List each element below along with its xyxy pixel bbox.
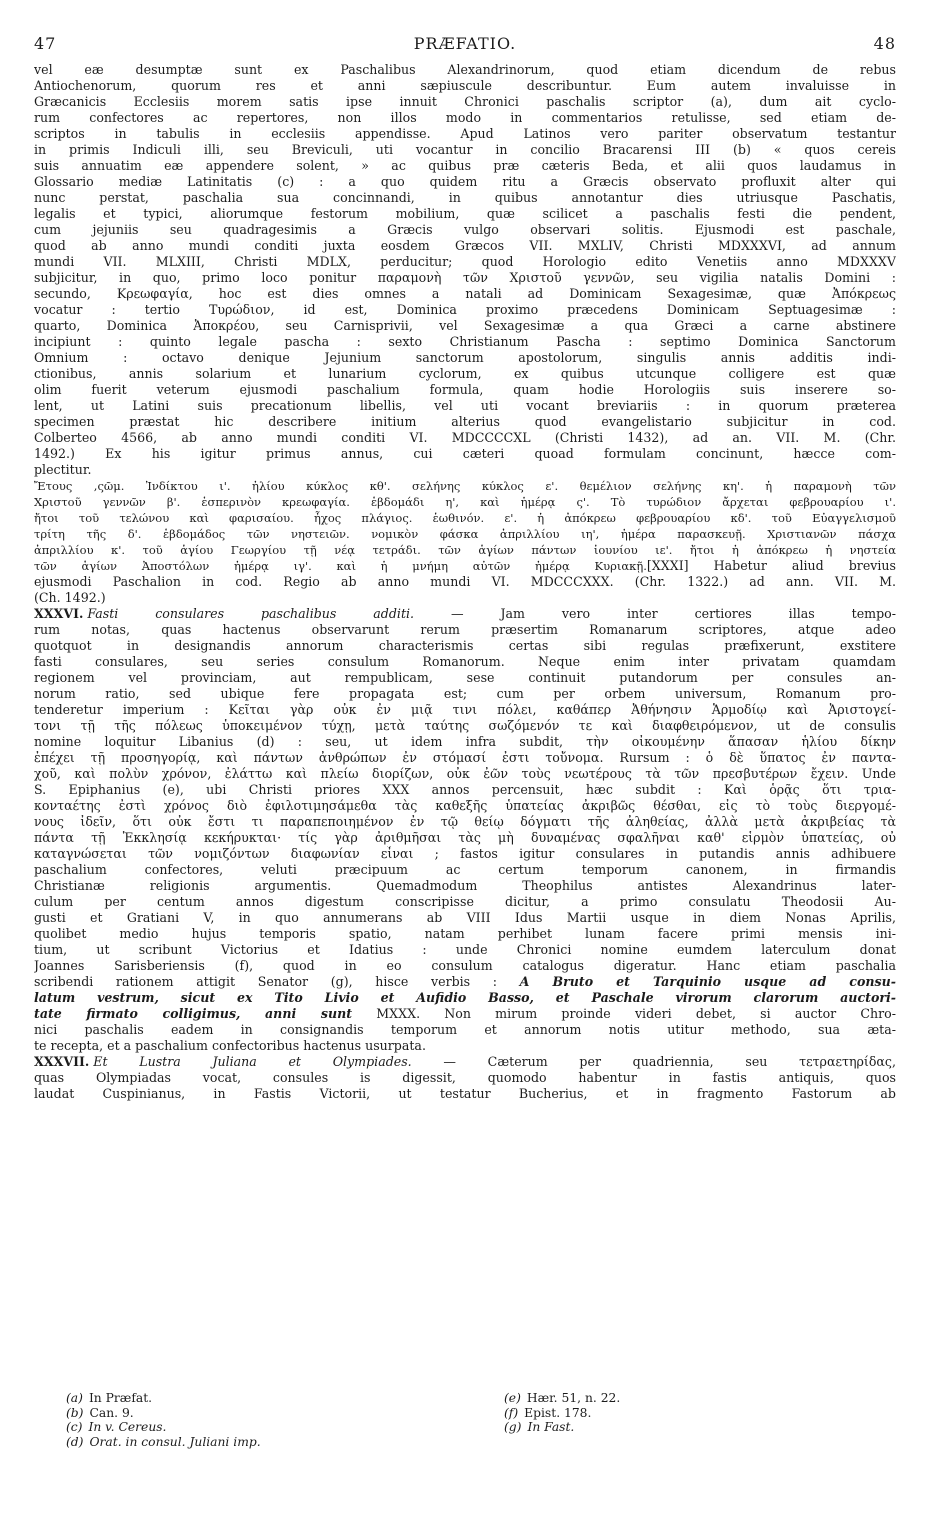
page-number-right: 48 [873,34,896,53]
footnote [66,1391,486,1406]
footnote [66,1406,486,1421]
text-line: vel eæ desumptæ sunt ex Paschalibus Alexandrinorum, quod etiam dicendum de rebus [34,62,896,77]
page [34,34,896,1102]
section-number: XXXVI. [34,606,84,621]
text-line: rum notas, quas hactenus observarunt rerum præsertim Romanarum scriptores, atque adeo [34,622,896,637]
italic-quote: tate firmato colligimus, anni sunt [34,1006,353,1021]
text-line: Græcanicis Ecclesiis morem satis ipse innuit Chronici paschalis scriptor (a), dum ait cyclo- [34,94,896,109]
footnote-mark: (e) [504,1391,521,1405]
text-line: secundo, Κρεωφαγία, hoc est dies omnes a natali ad Dominicam Sexagesimæ, quæ Ἀπόκρεως [34,286,896,301]
text-line: legalis et typici, aliorumque festorum mobilium, quæ scilicet a paschalis festi die pendent, [34,206,896,221]
greek-text-line: τρίτη τῆς δ'. ἑβδομάδος τῶν νηστειῶν. νομικὸν φάσκα ἀπριλλίου ιη', ἡμέρα παρασκευῇ. Χριστιανῶν πάσχα [34,527,896,541]
text-line: Colberteo 4566, ab anno mundi conditi VI. MDCCCCXL (Christi 1432), ad an. VII. M. (Chr. [34,430,896,445]
footnote [66,1435,486,1450]
text-line: laudat Cuspinianus, in Fastis Victorii, ut testatur Bucherius, et in fragmento Fastorum ab [34,1086,896,1101]
footnote [66,1420,486,1435]
text-line: lent, ut Latini suis precationum libellis, vel uti vocant breviariis : in quorum præterea [34,398,896,413]
text-line: ctionibus, annis solarium et lunarium cyclorum, ex quibus utcunque colligere est quæ [34,366,896,381]
text-line: καταγνώσεται τῶν νομιζόντων διαφωνίαν εἶναι ; fastos igitur consulares in putandis annis adhibuere [34,846,896,861]
page-number-left: 47 [34,34,57,53]
text-line: S. Epiphanius (e), ubi Christi priores XXX annos percensuit, hæc subdit : Καὶ ὁρᾷς ὅτι τρια- [34,782,896,797]
text-line: 1492.) Ex his igitur primus annus, cui cæteri quoad formulam concinunt, hæcce com- [34,446,896,461]
text-line: quarto, Dominica Ἀποκρέου, seu Carnisprivii, vel Sexagesimæ a qua Græci a carne abstinere [34,318,896,333]
greek-text-line: ἀπριλλίου κ'. τοῦ ἁγίου Γεωργίου τῇ νέᾳ τετράδι. τῶν ἁγίων πάντων ἰουνίου ιε'. ἤτοι ἡ ἀπόκρεω ἡ νηστεία [34,543,896,557]
footnote-mark: (c) [66,1420,83,1435]
text-line: cum jejuniis seu quadragesimis a Græcis vulgo observari solitis. Ejusmodi est paschale, [34,222,896,237]
text-line: tenderetur imperium : Κεῖται γὰρ οὐκ ἐν μιᾷ τινι πόλει, καθάπερ Ἀθήνησιν Ἁρμοδίῳ καὶ Ἀριστογεί- [34,702,896,717]
section-first-text: — Cæterum per quadriennia, seu τετραετηρίδας, [411,1054,896,1069]
section-heading-line [34,606,896,622]
text-line: nomine loquitur Libanius (d) : seu, ut idem infra subdit, τὴν οἰκουμένην ἅπασαν ἡλίου δίκην [34,734,896,749]
text-line: quolibet medio hujus temporis spatio, natam perhibet lunam facere primi mensis ini- [34,926,896,941]
text-line: nunc perstat, paschalia sua concinnandi, in quibus annotantur dies utriusque Paschatis, [34,190,896,205]
text-line: κονταέτης ἐστὶ χρόνος διὸ ἐφιλοτιμησάμεθα τὰς καθεξῆς ὑπατείας ἀκριβῶς θέσθαι, εἰς τὸ τοὺς διεργομέ- [34,798,896,813]
text-line: (Ch. 1492.) [34,590,106,605]
footnote-mark: (d) [66,1434,84,1449]
section-number: XXXVII. [34,1054,90,1069]
footnote-text: Can. 9. [89,1405,134,1420]
text-line: χοῦ, καὶ πολὺν χρόνον, ἐλάττω καὶ πλείω διορίζων, οὐκ ἐῶν τοὺς νεωτέρους τὰ τῶν πρεσβυτέρων ἔχειν. Unde [34,766,896,781]
text-line: πάντα τῇ Ἐκκλησίᾳ κεκήρυκται· τίς γὰρ ἀριθμῆσαι τὰς μὴ δυναμένας σφαλῆναι καθ' εἱρμὸν ὑπατείας, οὐ [34,830,896,845]
section-first-text: — Jam vero inter certiores illas tempo- [414,606,896,621]
footnote [504,1391,864,1406]
footnote-text: In Fast. [527,1420,575,1435]
greek-text: τῶν ἁγίων Ἀποστόλων ἡμέρᾳ ιγ'. καὶ ἡ μνήμη αὐτῶν ἡμέρᾳ Κυριακῇ. [34,559,647,573]
text-line: Omnium : octavo denique Jejunium sanctorum apostolorum, singulis annis additis indi- [34,350,896,365]
section-title: Fasti consulares paschalibus additi. [87,606,415,621]
section-title: Et Lustra Juliana et Olympiades. [93,1054,412,1069]
running-header [34,34,896,58]
text-line: quas Olympiadas vocat, consules is digessit, quomodo habentur in fastis antiquis, quos [34,1070,896,1085]
footnote-text: Epist. 178. [524,1405,592,1420]
text-line: in primis Indiculi illi, seu Breviculi, uti vocantur in concilio Bracarensi III (b) « quos cereis [34,142,896,157]
text-line [34,974,896,990]
text-fragment: MXXX. Non mirum proinde videri debet, si auctor Chro- [352,1006,896,1021]
greek-text-line: ἤτοι τοῦ τελώνου καὶ φαρισαίου. ἦχος πλάγιος. ἑωθινόν. ε'. ἡ ἀπόκρεω φεβρουαρίου κδ'. τοῦ Εὐαγγελισμοῦ [34,511,896,525]
text-line: specimen præstat hic describere initium alterius quod evangelistario subjicitur in cod. [34,414,896,429]
text-line: regionem vel provinciam, aut rempublicam, sese continuit putandorum per consules an- [34,670,896,685]
text-line: νους ἰδεῖν, ὅτι οὐκ ἔστι τι παραπεποιημένον ἐν τῷ θείῳ δόγματι τῆς ἀληθείας, ἀλλὰ μετὰ ἀκριβείας τὰ [34,814,896,829]
text-line: olim fuerit veterum ejusmodi paschalium formula, quam hodie Horologiis suis inserere so- [34,382,896,397]
text-line: incipiunt : quinto legale pascha : sexto Christianum Pascha : septimo Dominica Sanctorum [34,334,896,349]
text-line: culum per centum annos digestum conscripisse dicitur, a primo consulatu Theodosii Au- [34,894,896,909]
text-line: Joannes Sarisberiensis (f), quod in eo consulum catalogus digeratur. Hanc etiam paschalia [34,958,896,973]
greek-text-line: Ἔτους ,ςῶμ. Ἰνδίκτου ι'. ἡλίου κύκλος κθ'. σελήνης κύκλος ε'. θεμέλιον σελήνης κη'. ἡ παραμονὴ τῶν [34,479,896,493]
text-line: scriptos in tabulis in ecclesiis appendisse. Apud Latinos vero pariter observatum testantur [34,126,896,141]
footnotes-right-column [504,1391,864,1435]
text-fragment: scribendi rationem attigit Senator (g), hisce verbis : [34,974,520,989]
text-line: paschalium confectores, veluti præcipuum ac certum temporum canonem, in firmandis [34,862,896,877]
footnote [504,1406,864,1421]
footnote [504,1420,864,1435]
section-heading-line [34,1054,896,1070]
footnotes-left-column [66,1391,486,1449]
text-line [34,1006,896,1022]
text-line: ejusmodi Paschalion in cod. Regio ab anno mundi VI. MDCCCXXX. (Chr. 1322.) ad ann. VII. M. [34,574,896,589]
text-line: suis annuatim eæ appendere solent, » ac quibus præ cæteris Beda, et alii quos laudamus in [34,158,896,173]
footnote-mark: (f) [504,1405,519,1420]
italic-quote-line: latum vestrum, sicut ex Tito Livio et Aufidio Basso, et Paschale virorum clarorum auctori- [34,990,896,1005]
text-line: plectitur. [34,462,92,477]
text-line: norum ratio, sed ubique fere propagata est; cum per orbem universum, Romanum pro- [34,686,896,701]
running-title: PRÆFATIO. [413,34,517,53]
text-line: mundi VII. MLXIII, Christi MDLX, perducitur; quod Horologio edito Venetiis anno MDXXXV [34,254,896,269]
mixed-text-line [34,558,896,574]
text-line: nici paschalis eadem in consignandis temporum et annorum notis utitur methodo, sua æta- [34,1022,896,1037]
text-line: te recepta, et a paschalium confectoribus hactenus usurpata. [34,1038,426,1053]
text-line: tium, ut scribunt Victorius et Idatius : unde Chronici nomine eumdem laterculum donat [34,942,896,957]
footnote-mark: (g) [504,1420,522,1435]
text-line: Antiochenorum, quorum res et anni sæpiuscule describuntur. Eum autem invaluisse in [34,78,896,93]
text-line: rum confectores ac repertores, non illos modo in commentarios retulisse, sed etiam de- [34,110,896,125]
greek-text-line: Χριστοῦ γεννῶν β'. ἑσπερινὸν κρεωφαγία. ἑβδομάδι η', καὶ ἡμέρᾳ ς'. Τὸ τυρώδιον ἄρχεται φεβρουαρίου ι'. [34,495,896,509]
text-line: gusti et Gratiani V, in quo annumerans ab VIII Idus Martii usque in diem Nonas Aprilis, [34,910,896,925]
text-line: ἐπέχει τῇ προσηγορίᾳ, καὶ πάντων ἀνθρώπων ἐν στόμασί ἐστι τοὔνομα. Rursum : ὁ δὲ ὕπατος ἐν παντα- [34,750,896,765]
footnote-text: Hær. 51, n. 22. [526,1391,621,1405]
text-line: vocatur : tertio Τυρώδιον, id est, Dominica proximo præcedens Dominicam Septuagesimæ : [34,302,896,317]
text-line: quod ab anno mundi conditi juxta eosdem Græcos VII. MXLIV, Christi MDXXXVI, ad annum [34,238,896,253]
footnote-mark: (a) [66,1391,83,1405]
text-line: τονι τῇ τῆς πόλεως ὑποκειμένον τύχῃ, μετὰ ταύτης σωζόμενόν τε καὶ διαφθειρόμενον, ut de consulis [34,718,896,733]
footnote-text: Orat. in consul. Juliani imp. [89,1434,261,1449]
text-line: Christianæ religionis argumentis. Quemadmodum Theophilus antistes Alexandrinus later- [34,878,896,893]
footnote-mark: (b) [66,1405,84,1420]
text-line: Glossario mediæ Latinitatis (c) : a quo quidem ritu a Græcis observato profluxit alter qui [34,174,896,189]
footnote-text: In Præfat. [88,1391,153,1405]
section-marker-text: [XXXI] Habetur aliud brevius [646,558,896,573]
text-line: fasti consulares, seu series consulum Romanorum. Neque enim inter privatam quamdam [34,654,896,669]
main-text [34,62,896,1102]
text-line: quotquot in designandis annorum characterismis certas sibi regulas præfixerunt, exstitere [34,638,896,653]
footnote-text: In v. Cereus. [88,1420,167,1435]
italic-quote: A Bruto et Tarquinio usque ad consu- [519,974,896,989]
text-line: subjicitur, in quo, primo loco ponitur παραμονὴ τῶν Χριστοῦ γεννῶν, seu vigilia natalis Domini : [34,270,896,285]
